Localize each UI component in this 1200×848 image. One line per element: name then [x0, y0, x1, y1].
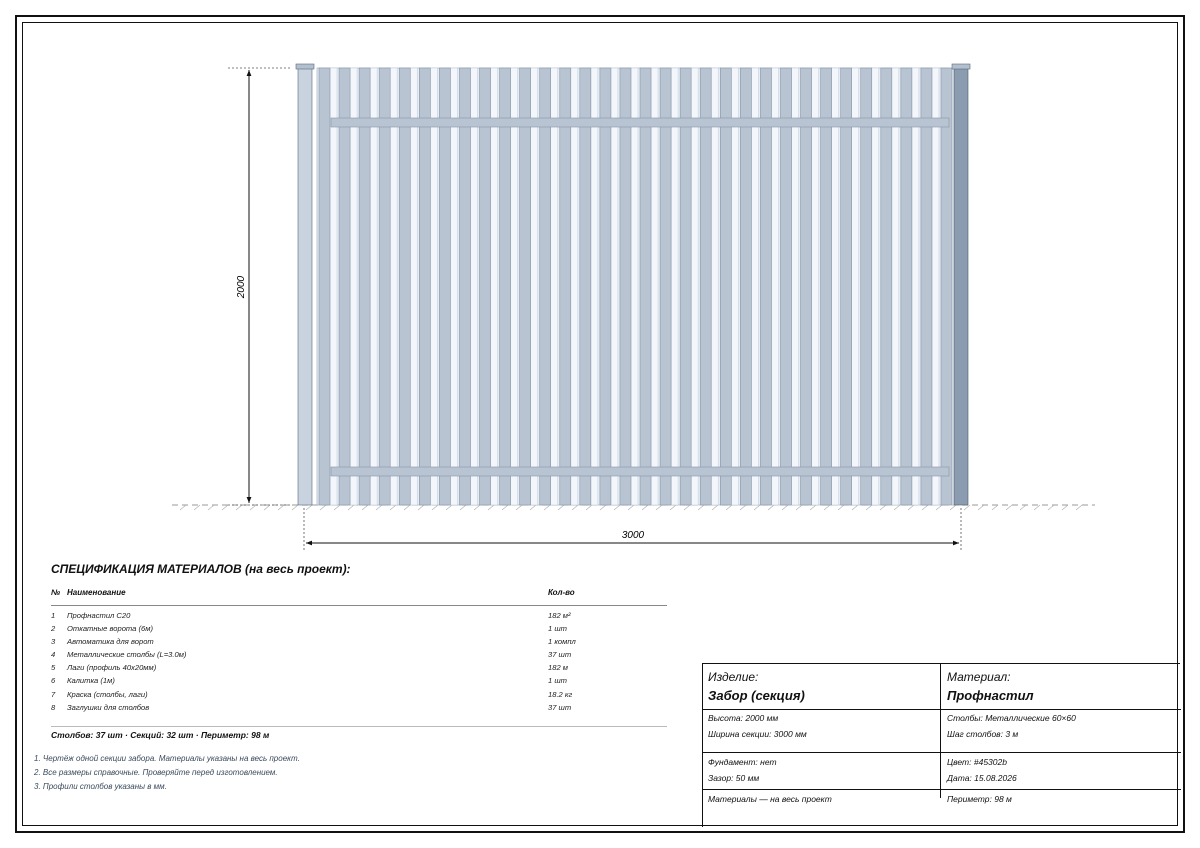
note-item: 3. Профили столбов указаны в мм. [34, 782, 167, 791]
date-value: Дата: 15.08.2026 [947, 773, 1017, 783]
spec-cell-name: Лаги (профиль 40х20мм) [67, 663, 157, 673]
ground-hatch-line [460, 505, 466, 510]
title-block-rule [703, 752, 1181, 753]
ground-hatch-line [390, 505, 396, 510]
width-dimension-text: 3000 [621, 530, 645, 541]
spec-cell-qty: 37 шт [548, 702, 572, 712]
picket-gap [711, 68, 718, 505]
spec-row [51, 624, 667, 637]
right-post [954, 68, 968, 505]
ground-hatch-line [348, 505, 354, 510]
left-post [298, 68, 312, 505]
fence-picket [379, 68, 390, 505]
picket-gap [531, 68, 538, 505]
ground-hatch-line [684, 505, 690, 510]
fence-picket [901, 68, 912, 505]
ground-hatch-line [642, 505, 648, 510]
picket-gap [410, 68, 417, 505]
spec-cell-qty: 1 шт [548, 676, 567, 686]
picket-gap [731, 68, 738, 505]
ground-hatch-line [334, 505, 340, 510]
fence-picket [821, 68, 832, 505]
fence-picket [459, 68, 470, 505]
spec-title: СПЕЦИФИКАЦИЯ МАТЕРИАЛОВ (на весь проект): [51, 562, 351, 576]
ground-hatch-line [404, 505, 410, 510]
spec-row [51, 703, 667, 716]
ground-hatch-line [726, 505, 732, 510]
ground-hatch [180, 505, 1082, 510]
picket-gap [631, 68, 638, 505]
ground-hatch-line [866, 505, 872, 510]
spec-cell-name: Откатные ворота (6м) [67, 624, 153, 634]
ground-hatch-line [978, 505, 984, 510]
spec-header-row [51, 588, 667, 606]
picket-gap [912, 68, 919, 505]
ground-hatch-line [1020, 505, 1026, 510]
spec-row [51, 690, 667, 703]
spec-cell-qty: 1 компл [548, 637, 576, 647]
picket-gap [470, 68, 477, 505]
ground-hatch-line [880, 505, 886, 510]
ground-hatch-line [964, 505, 970, 510]
spec-rows [51, 611, 667, 716]
picket-gap [671, 68, 678, 505]
picket-gap [611, 68, 618, 505]
fence-picket [399, 68, 410, 505]
picket-gap [571, 68, 578, 505]
post-step-value: Шаг столбов: 3 м [947, 729, 1019, 739]
color-value: Цвет: #45302b [947, 757, 1007, 767]
picket-gap [330, 68, 337, 505]
spec-cell-qty: 37 шт [548, 650, 572, 660]
ground-hatch-line [474, 505, 480, 510]
ground-hatch-line [656, 505, 662, 510]
ground-hatch-line [922, 505, 928, 510]
ground-hatch-line [936, 505, 942, 510]
ground-hatch-line [1062, 505, 1068, 510]
spec-cell-num: 1 [51, 611, 56, 620]
ground-hatch-line [1076, 505, 1082, 510]
spec-cell-num: 6 [51, 676, 56, 686]
fence-picket [720, 68, 731, 505]
fence-picket [359, 68, 370, 505]
fence-picket [500, 68, 511, 505]
fence-picket [560, 68, 571, 505]
fence-picket [680, 68, 691, 505]
spec-summary: Столбов: 37 шт · Секций: 32 шт · Периметр: 98 м [51, 730, 270, 740]
fence-picket [760, 68, 771, 505]
picket-gap [350, 68, 357, 505]
fence-picket [640, 68, 651, 505]
materials-note: Материалы — на весь проект [708, 794, 832, 804]
ground-hatch-line [894, 505, 900, 510]
ground-hatch-line [712, 505, 718, 510]
fence-picket [780, 68, 791, 505]
ground-hatch-line [446, 505, 452, 510]
fence-picket [520, 68, 531, 505]
fence-picket [861, 68, 872, 505]
picket-gap [390, 68, 397, 505]
spec-header-name: Наименование [67, 588, 126, 597]
note-item: 2. Все размеры справочные. Проверяйте перед изготовлением. [34, 768, 278, 777]
spec-cell-name: Калитка (1м) [67, 676, 115, 686]
ground-hatch-line [488, 505, 494, 510]
ground-hatch-line [208, 505, 214, 510]
spec-cell-num: 2 [51, 624, 56, 634]
ground-hatch-line [1034, 505, 1040, 510]
ground-hatch-line [586, 505, 592, 510]
title-block-divider [940, 664, 941, 798]
ground-hatch-line [824, 505, 830, 510]
right-post-cap [952, 64, 970, 69]
ground-hatch-line [194, 505, 200, 510]
spec-row [51, 637, 667, 650]
picket-gap [812, 68, 819, 505]
ground-hatch-line [1048, 505, 1054, 510]
foundation-value: Фундамент: нет [708, 757, 777, 767]
ground-hatch-line [180, 505, 186, 510]
spec-row [51, 650, 667, 663]
picket-gap [932, 68, 939, 505]
ground-hatch-line [782, 505, 788, 510]
left-post-cap [296, 64, 314, 69]
material-label: Материал: [947, 670, 1011, 684]
ground-hatch-line [670, 505, 676, 510]
ground-hatch-line [264, 505, 270, 510]
spec-header-qty: Кол-во [548, 588, 575, 597]
spec-row [51, 676, 667, 689]
fence-picket [740, 68, 751, 505]
picket-gap [691, 68, 698, 505]
spec-row [51, 611, 667, 624]
ground-hatch-line [600, 505, 606, 510]
ground-hatch-line [502, 505, 508, 510]
posts-value: Столбы: Металлические 60×60 [947, 713, 1076, 723]
fence-section [296, 64, 970, 505]
fence-picket [600, 68, 611, 505]
ground-hatch-line [530, 505, 536, 510]
ground-hatch-line [236, 505, 242, 510]
spec-header-num: № [51, 588, 61, 597]
bottom-rail [331, 467, 949, 476]
height-value: Высота: 2000 мм [708, 713, 779, 723]
ground-hatch-line [768, 505, 774, 510]
spec-cell-name: Автоматика для ворот [67, 637, 154, 647]
spec-cell-num: 3 [51, 637, 56, 647]
ground-hatch-line [838, 505, 844, 510]
top-rail [331, 118, 949, 127]
picket-gap [751, 68, 758, 505]
drawing-notes [34, 754, 300, 796]
title-block [702, 663, 1180, 827]
spec-cell-qty: 1 шт [548, 624, 567, 634]
spec-cell-num: 5 [51, 663, 56, 673]
spec-row [51, 663, 667, 676]
picket-gap [450, 68, 457, 505]
picket-gap [370, 68, 377, 505]
perimeter-value: Периметр: 98 м [947, 794, 1012, 804]
title-block-rule [703, 789, 1181, 790]
title-block-rule [703, 709, 1181, 710]
note-item: 1. Чертёж одной секции забора. Материалы указаны на весь проект. [34, 754, 300, 763]
spec-cell-num: 4 [51, 650, 56, 660]
section-width-value: Ширина секции: 3000 мм [708, 729, 807, 739]
picket-gap [852, 68, 859, 505]
ground-hatch-line [544, 505, 550, 510]
fence-picket [881, 68, 892, 505]
ground-hatch-line [740, 505, 746, 510]
ground-hatch-line [698, 505, 704, 510]
picket-gap [491, 68, 498, 505]
ground-hatch-line [754, 505, 760, 510]
picket-gap [551, 68, 558, 505]
ground-hatch-line [852, 505, 858, 510]
materials-specification [51, 562, 671, 740]
ground-hatch-line [516, 505, 522, 510]
spec-cell-name: Краска (столбы, лаги) [67, 689, 148, 699]
ground-hatch-line [292, 505, 298, 510]
ground-hatch-line [1006, 505, 1012, 510]
fence-picket [319, 68, 330, 505]
fence-picket [620, 68, 631, 505]
picket-gap [771, 68, 778, 505]
picket-gap [832, 68, 839, 505]
height-dimension-text: 2000 [236, 275, 247, 299]
ground-hatch-line [376, 505, 382, 510]
ground-hatch-line [278, 505, 284, 510]
picket-gap [892, 68, 899, 505]
spec-cell-name: Металлические столбы (L=3.0м) [67, 650, 187, 660]
fence-picket [419, 68, 430, 505]
material-value: Профнастил [947, 688, 1034, 703]
picket-gap [511, 68, 518, 505]
ground-hatch-line [796, 505, 802, 510]
picket-gap [430, 68, 437, 505]
fence-picket [801, 68, 812, 505]
spec-cell-qty: 182 м² [548, 611, 571, 620]
ground-hatch-line [908, 505, 914, 510]
ground-hatch-line [558, 505, 564, 510]
spec-cell-name: Заглушки для столбов [67, 702, 150, 712]
fence-picket [540, 68, 551, 505]
product-value: Забор (секция) [708, 688, 805, 703]
gap-value: Зазор: 50 мм [708, 773, 760, 783]
ground-hatch-line [320, 505, 326, 510]
fence-picket [480, 68, 491, 505]
ground-hatch-line [950, 505, 956, 510]
spec-cell-qty: 18.2 кг [548, 689, 573, 699]
spec-cell-num: 8 [51, 702, 56, 712]
ground-hatch-line [418, 505, 424, 510]
picket-gap [791, 68, 798, 505]
product-label: Изделие: [708, 670, 759, 684]
ground-hatch-line [992, 505, 998, 510]
spec-separator [51, 726, 667, 727]
spec-cell-qty: 182 м [548, 663, 568, 673]
ground-hatch-line [628, 505, 634, 510]
fence-picket [841, 68, 852, 505]
spec-cell-num: 7 [51, 689, 56, 699]
picket-gap [872, 68, 879, 505]
ground-hatch-line [810, 505, 816, 510]
fence-picket [700, 68, 711, 505]
ground-hatch-line [306, 505, 312, 510]
picket-gap [651, 68, 658, 505]
ground-hatch-line [572, 505, 578, 510]
ground-hatch-line [432, 505, 438, 510]
fence-picket [941, 68, 952, 505]
fence-picket [439, 68, 450, 505]
spec-cell-name: Профнастил С20 [67, 611, 131, 620]
fence-picket [921, 68, 932, 505]
fence-picket [660, 68, 671, 505]
ground-hatch-line [250, 505, 256, 510]
ground-hatch-line [614, 505, 620, 510]
picket-gap [591, 68, 598, 505]
fence-picket [339, 68, 350, 505]
fence-picket [580, 68, 591, 505]
ground-hatch-line [222, 505, 228, 510]
ground-hatch-line [362, 505, 368, 510]
